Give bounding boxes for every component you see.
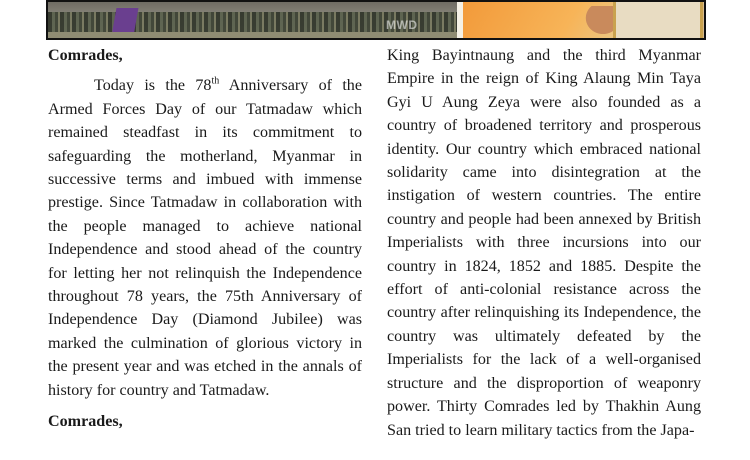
paragraph-start: Today is the 78 — [94, 77, 212, 95]
parade-ground — [48, 32, 457, 38]
paragraph-rest: Anniversary of the Armed Forces Day of our Tatmadaw which remained steadfast in its commitment to safeguarding the motherland, Myanmar in successive terms and imbued with immense prestige. Since Tatmadaw in collaboration with the people managed to achieve national Independence and stood ahead of the country for letting her not relinquish the Independence throughout 78 years, the 75th Anniversary of Independence Day (Diamond Jubilee) was marked the culmination of glorious victory in the present year and was etched in the annals of history for country and Tatmadaw. — [48, 77, 362, 399]
right-column — [387, 44, 701, 442]
ceremony-photo — [463, 2, 704, 38]
left-column — [48, 44, 362, 441]
section-heading: Comrades, — [48, 47, 123, 64]
parade-photo — [48, 2, 457, 38]
header-photo-strip — [46, 0, 706, 40]
section-heading-2: Comrades, — [48, 413, 123, 431]
photo-watermark: MWD — [386, 18, 418, 32]
ordinal-suffix: th — [211, 76, 220, 88]
body-paragraph — [48, 74, 362, 402]
picture-frame — [613, 2, 703, 38]
continued-paragraph: King Bayintnaung and the third Myanmar Empire in the reign of King Alaung Min Taya Gyi U Aung Zeya were also founded as a country of broadened territory and prosperous identity. Our country which embraced national solidarity came into disintegration at the instigation of western countries. The entire country and people had been annexed by British Imperialists with three incursions into our country in 1824, 1852 and 1885. Despite the effort of anti-colonial resistance across the country after relinquishing its Independence, the country was ultimately defeated by the Imperialists for the lack of a well-organised structure and the disproportion of weaponry power. Thirty Comrades led by Thakhin Aung San tried to learn military tactics from the Japa- — [387, 47, 701, 439]
